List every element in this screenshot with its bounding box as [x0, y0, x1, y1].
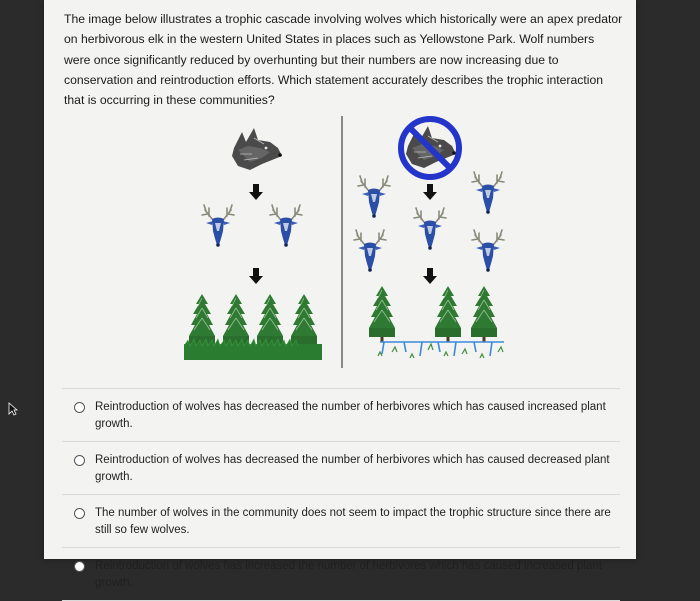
elk-icon [414, 208, 446, 250]
option-label: Reintroduction of wolves has decreased the number of herbivores which has caused decreased plant growth. [95, 454, 610, 483]
dense-grass [184, 344, 322, 360]
elk-icon [472, 172, 504, 214]
question-text: The image below illustrates a trophic cascade involving wolves which historically were an apex predator on herbivorous elk in the western United States in places such as Yellowstone Park. Wolf numbers were once significantly reduced by overhunting but their numbers are now increasing due to conservation and reintroduction efforts. Which statement accurately describes the trophic interaction that is occurring in these communities? [64, 12, 623, 108]
answer-option-2[interactable] [62, 441, 620, 494]
answer-option-3[interactable] [62, 494, 620, 547]
radio-button[interactable] [74, 561, 85, 572]
left-panel [184, 128, 322, 360]
answer-option-1[interactable] [62, 388, 620, 441]
trophic-cascade-figure [44, 110, 636, 372]
trophic-cascade-diagram [44, 110, 636, 372]
sparse-grass [380, 342, 504, 356]
elk-icon [202, 205, 234, 247]
mouse-cursor-icon [8, 402, 18, 416]
radio-button[interactable] [74, 402, 85, 413]
right-panel [354, 119, 504, 358]
elk-icon [358, 176, 390, 218]
option-label: Reintroduction of wolves has increased the number of herbivores which has caused increased plant growth. [95, 560, 602, 589]
tree-icon [369, 286, 395, 342]
elk-icon [354, 230, 386, 272]
wolf-head-icon [232, 128, 282, 170]
elk-icon [472, 230, 504, 272]
tree-icon [257, 294, 283, 350]
arrow-down-icon [423, 268, 437, 284]
radio-button[interactable] [74, 455, 85, 466]
answer-options [62, 388, 620, 601]
arrow-down-icon [249, 268, 263, 284]
arrow-down-icon [249, 184, 263, 200]
tree-icon [435, 286, 461, 342]
answer-option-4[interactable] [62, 547, 620, 601]
question-card [44, 0, 636, 589]
arrow-down-icon [423, 184, 437, 200]
option-label: The number of wolves in the community does not seem to impact the trophic structure since there are still so few wolves. [95, 507, 611, 536]
tree-icon [471, 286, 497, 342]
radio-button[interactable] [74, 508, 85, 519]
wolf-head-prohibited-icon [401, 119, 459, 177]
elk-icon [270, 205, 302, 247]
option-label: Reintroduction of wolves has decreased the number of herbivores which has caused increased plant growth. [95, 401, 606, 430]
